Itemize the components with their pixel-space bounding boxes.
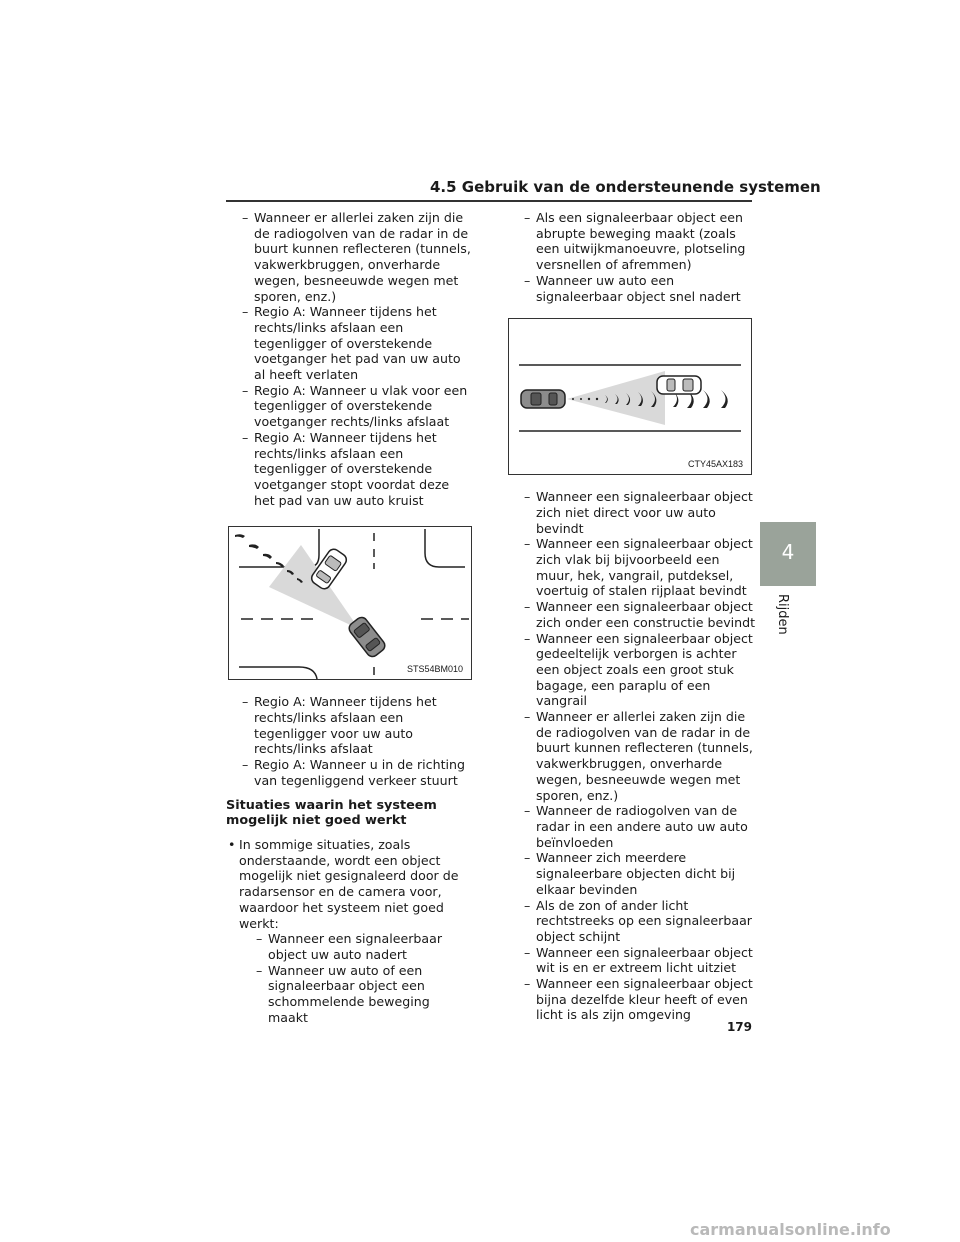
right-list-after-figure xyxy=(508,489,756,1023)
dash-mark: – xyxy=(524,709,531,725)
dash-list-item xyxy=(508,273,756,304)
figure-code: CTY45AX183 xyxy=(687,458,743,469)
dash-item-text: Wanneer een signaleerbaar object wit is en er extreem licht uitziet xyxy=(536,944,753,976)
bullet-item xyxy=(226,837,472,931)
target-car xyxy=(657,376,701,394)
figure-code: STS54BM010 xyxy=(406,663,463,674)
dash-item-text: Wanneer een signaleerbaar object bijna dezelfde kleur heeft of even licht is als zijn omgeving xyxy=(536,976,753,1023)
dash-item-text: Als de zon of ander licht rechtstreeks op een signaleerbaar object schijnt xyxy=(536,897,752,944)
dash-mark: – xyxy=(256,962,263,978)
dash-list-item xyxy=(226,210,472,304)
left-list-after-figure xyxy=(226,694,472,788)
dash-item-text: Wanneer zich meerdere signaleerbare objecten dicht bij elkaar bevinden xyxy=(536,850,736,897)
dash-item-text: Regio A: Wanneer u in de richting van tegenliggend verkeer stuurt xyxy=(254,757,465,788)
section-title: 4.5 Gebruik van de ondersteunende systemen xyxy=(430,178,821,196)
approach-illustration xyxy=(509,319,751,474)
dash-mark: – xyxy=(524,944,531,960)
dash-list-item xyxy=(226,383,472,430)
dash-list-item xyxy=(508,536,756,599)
dash-mark: – xyxy=(524,599,531,615)
page-number: 179 xyxy=(726,1020,752,1034)
road-corner-right xyxy=(425,529,465,567)
dash-item-text: Wanneer een signaleerbaar object zich vlak bij bijvoorbeeld een muur, hek, vangrail, putdeksel, voertuig of stalen rijplaat bevindt xyxy=(536,536,753,599)
bullet-text: In sommige situaties, zoals onderstaande, wordt een object mogelijk niet gesignaleerd door de radarsensor en de camera voor, waardoor het systeem niet goed werkt: xyxy=(239,836,459,931)
figure-intersection-turn xyxy=(228,526,472,680)
dash-mark: – xyxy=(242,757,249,773)
header-rule xyxy=(226,200,752,202)
dash-list-item xyxy=(508,599,756,630)
dash-mark: – xyxy=(524,489,531,505)
dash-mark: – xyxy=(242,382,249,398)
dash-mark: – xyxy=(524,272,531,288)
bullet-sub-list xyxy=(226,931,472,1025)
dash-mark: – xyxy=(524,897,531,913)
watermark: carmanualsonline.info xyxy=(690,1220,891,1239)
dash-mark: – xyxy=(256,931,263,947)
dash-mark: – xyxy=(242,304,249,320)
dash-list-item xyxy=(508,803,756,850)
dash-list-item xyxy=(508,489,756,536)
dash-item-text: Wanneer er allerlei zaken zijn die de radiogolven van de radar in de buurt kunnen reflecteren (tunnels, vakwerkbruggen, onverharde wegen, besneeuwde wegen met sporen, enz.) xyxy=(536,709,753,803)
dash-item-text: Wanneer de radiogolven van de radar in een andere auto uw auto beïnvloeden xyxy=(536,803,748,850)
dash-list-item xyxy=(240,963,472,1026)
right-column xyxy=(508,210,756,1023)
section-heading: Situaties waarin het systeem mogelijk niet goed werkt xyxy=(226,797,437,829)
dash-mark: – xyxy=(524,630,531,646)
dash-mark: – xyxy=(524,976,531,992)
chapter-number: 4 xyxy=(781,540,795,564)
dash-item-text: Wanneer uw auto een signaleerbaar object snel nadert xyxy=(536,272,741,304)
dash-item-text: Wanneer uw auto of een signaleerbaar object een schommelende beweging maakt xyxy=(268,962,430,1025)
chapter-label-text: Rijden xyxy=(775,594,790,635)
dash-list-item xyxy=(240,931,472,962)
dash-mark: – xyxy=(524,536,531,552)
figure-approaching-object xyxy=(508,318,752,475)
dash-list-item xyxy=(508,850,756,897)
dash-item-text: Wanneer er allerlei zaken zijn die de radiogolven van de radar in de buurt kunnen reflecteren (tunnels, vakwerkbruggen, onverharde wegen, besneeuwde wegen met sporen, enz.) xyxy=(254,210,471,304)
dash-mark: – xyxy=(242,429,249,445)
dash-item-text: Wanneer een signaleerbaar object uw auto nadert xyxy=(268,931,443,962)
dash-mark: – xyxy=(242,694,249,710)
road-corner-bottom xyxy=(239,667,317,679)
lane-markings xyxy=(241,533,469,675)
dash-item-text: Regio A: Wanneer tijdens het rechts/links afslaan een tegenligger voor uw auto rechts/links afslaat xyxy=(254,694,437,757)
dash-mark: – xyxy=(242,210,249,225)
dash-list-item xyxy=(508,709,756,803)
dash-item-text: Wanneer een signaleerbaar object zich niet direct voor uw auto bevindt xyxy=(536,489,753,536)
own-car xyxy=(521,390,565,408)
dash-list-item xyxy=(226,757,472,788)
dash-item-text: Regio A: Wanneer u vlak voor een tegenligger of overstekende voetganger rechts/links afslaat xyxy=(254,382,468,430)
radar-beam xyxy=(567,371,665,425)
dash-item-text: Als een signaleerbaar object een abrupte beweging maakt (zoals een uitwijkmanoeuvre, plotseling versnellen of afremmen) xyxy=(536,210,746,273)
dash-list-item xyxy=(508,631,756,710)
left-column xyxy=(226,210,472,1025)
dash-list-item xyxy=(508,976,756,1023)
chapter-tab[interactable] xyxy=(760,522,816,586)
chapter-label xyxy=(772,592,792,652)
dash-item-text: Wanneer een signaleerbaar object zich onder een constructie bevindt xyxy=(536,599,756,630)
dash-item-text: Regio A: Wanneer tijdens het rechts/links afslaan een tegenligger of overstekende voetganger het pad van uw auto al heeft verlaten xyxy=(254,304,461,383)
bullet-mark: • xyxy=(228,836,236,852)
dash-mark: – xyxy=(524,210,531,225)
dash-item-text: Wanneer een signaleerbaar object gedeeltelijk verborgen is achter een object zoals een groot stuk bagage, een paraplu of een vangrail xyxy=(536,630,753,709)
dash-item-text: Regio A: Wanneer tijdens het rechts/links afslaan een tegenligger of overstekende voetganger stopt voordat deze het pad van uw auto kruist xyxy=(254,429,450,508)
dash-list-item xyxy=(508,898,756,945)
intersection-illustration xyxy=(229,527,471,679)
dash-mark: – xyxy=(524,850,531,866)
dash-list-item xyxy=(226,694,472,757)
dash-list-item xyxy=(508,945,756,976)
dash-list-item xyxy=(226,430,472,509)
left-list-top xyxy=(226,210,472,508)
right-list-top xyxy=(508,210,756,304)
dash-mark: – xyxy=(524,803,531,819)
dash-list-item xyxy=(226,304,472,383)
dash-list-item xyxy=(508,210,756,273)
